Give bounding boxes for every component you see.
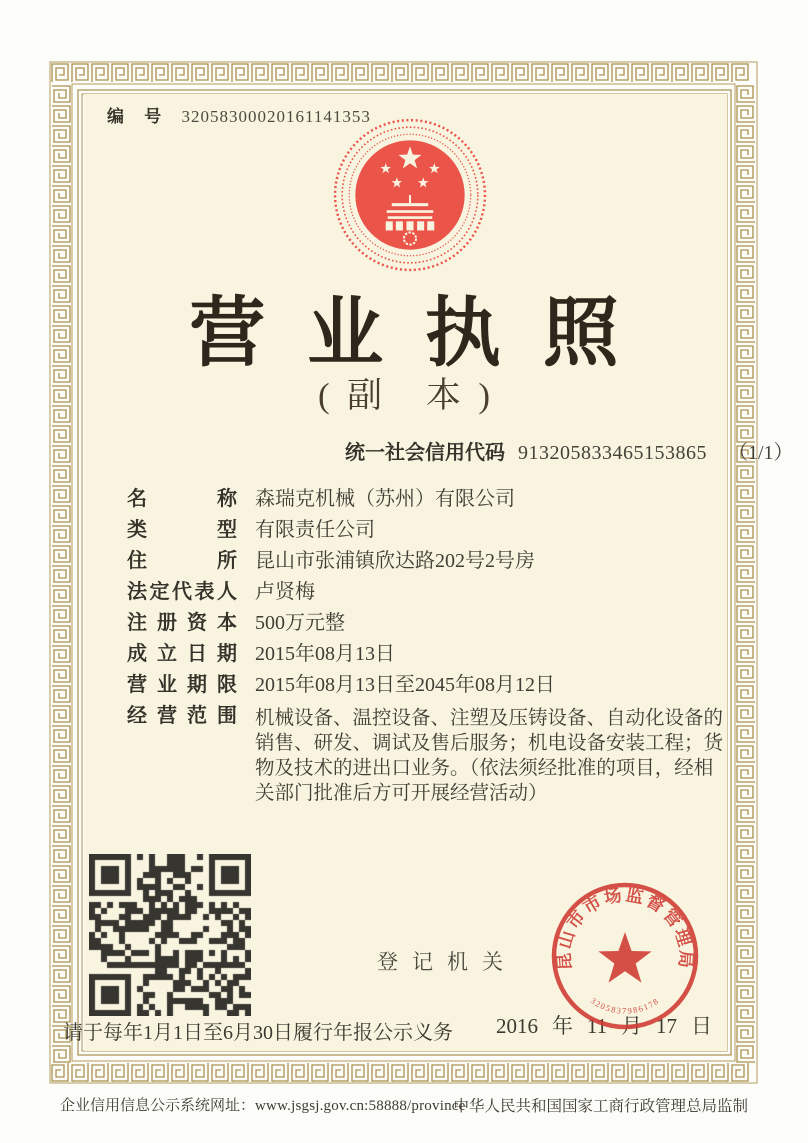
license-title: 营业执照	[189, 292, 661, 376]
field-value: 2015年08月13日	[255, 643, 395, 665]
field-label: 住所	[127, 550, 237, 572]
footer-issuer: 中华人民共和国国家工商行政管理总局监制	[453, 1098, 748, 1115]
field-value: 昆山市张浦镇欣达路202号2号房	[255, 550, 535, 572]
field-label: 成立日期	[127, 643, 237, 665]
field-row-name	[127, 489, 739, 510]
field-value: 有限责任公司	[255, 519, 375, 541]
issue-date-day: 17	[656, 1014, 678, 1038]
field-label: 法定代表人	[127, 581, 237, 603]
credit-code-page: （1/1）	[728, 442, 794, 464]
credit-code-label: 统一社会信用代码	[345, 442, 505, 464]
footer-public-system	[60, 1094, 466, 1115]
issue-date-year: 2016	[496, 1014, 538, 1038]
qr-code	[89, 854, 251, 1016]
field-row-establish-date	[127, 644, 739, 665]
field-label: 类型	[127, 519, 237, 541]
seal-code: 3205837986178	[588, 995, 662, 1016]
official-seal	[545, 876, 705, 1036]
field-value: 卢贤梅	[255, 581, 315, 603]
field-value: 森瑞克机械（苏州）有限公司	[255, 488, 515, 510]
footer-url: www.jsgsj.gov.cn:58888/province	[255, 1098, 466, 1114]
field-label: 经营范围	[127, 705, 237, 727]
serial-label: 编 号	[107, 107, 170, 126]
annual-report-notice: 请于每年1月1日至6月30日履行年报公示义务	[63, 1022, 453, 1044]
field-label: 营业期限	[127, 674, 237, 696]
field-label: 名称	[127, 488, 237, 510]
field-row-address	[127, 551, 739, 572]
seal-text: 昆山市市场监督管理局	[553, 884, 697, 972]
registration-authority-label: 登记机关	[377, 950, 517, 974]
field-row-legal-rep	[127, 582, 739, 603]
field-row-type	[127, 520, 739, 541]
footer-url-label: 企业信用信息公示系统网址：	[60, 1098, 256, 1114]
national-emblem-icon	[329, 112, 491, 274]
field-label: 注册资本	[127, 612, 237, 634]
fields-section	[127, 489, 739, 816]
seal-star-icon	[598, 932, 651, 983]
field-value: 500万元整	[255, 612, 345, 634]
credit-code-value: 913205833465153865	[518, 442, 707, 464]
issue-date-day-unit: 日	[691, 1014, 712, 1038]
field-value: 机械设备、温控设备、注塑及压铸设备、自动化设备的销售、研发、调试及售后服务；机电设备安装工程；货物及技术的进出口业务。（依法须经批准的项目，经相关部门批准后方可开展经营活动）	[255, 708, 724, 804]
issue-date-month-unit: 月	[621, 1014, 643, 1038]
credit-code-line	[345, 436, 794, 465]
issue-date-year-unit: 年	[551, 1014, 573, 1038]
license-subtitle: (副 本)	[317, 376, 508, 415]
field-row-capital	[127, 613, 739, 634]
issue-date-month: 11	[586, 1014, 608, 1038]
field-value: 2015年08月13日至2045年08月12日	[255, 674, 555, 696]
field-row-scope	[127, 706, 739, 806]
field-row-term	[127, 675, 739, 696]
serial-number: 32058300020161141353	[181, 107, 371, 126]
